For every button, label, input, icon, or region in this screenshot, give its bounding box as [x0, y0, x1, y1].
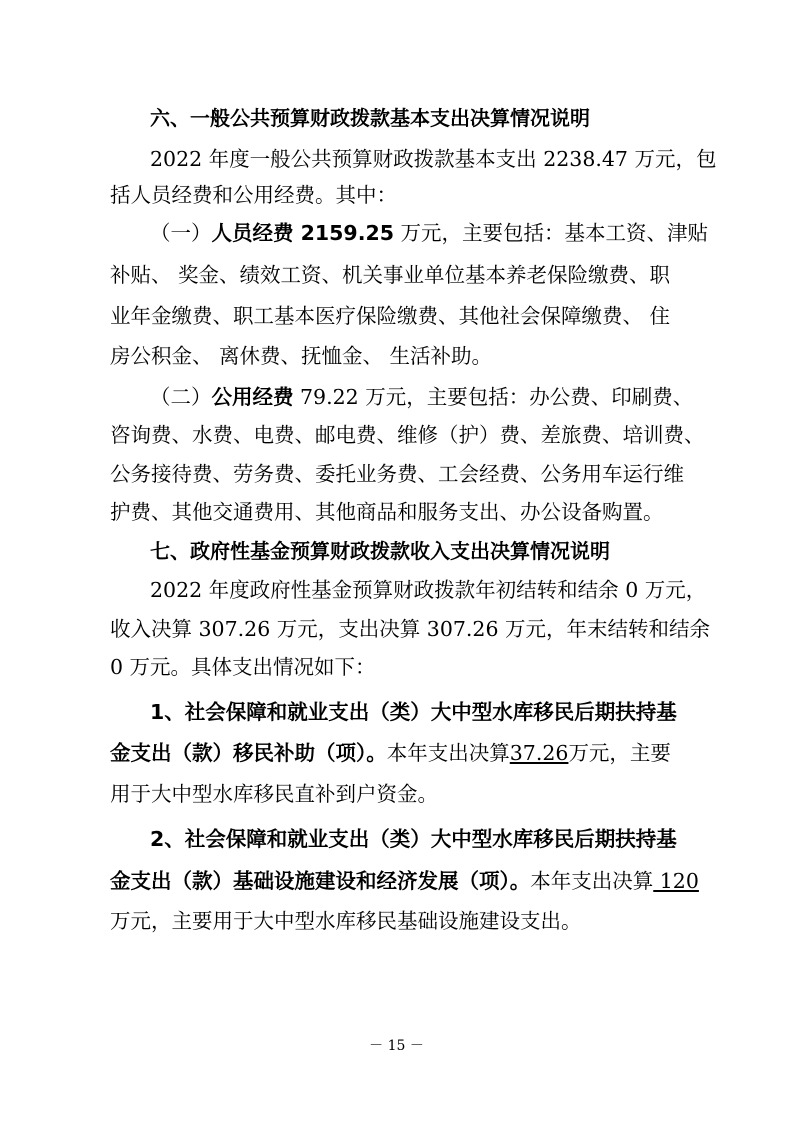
personnel-expense-line [150, 218, 708, 248]
paragraph-line: 收入决算 307.26 万元，支出决算 307.26 万元，年末结转和结余 [110, 617, 711, 641]
paragraph-line: 2022 年度一般公共预算财政拨款基本支出 2238.47 万元，包 [150, 147, 717, 171]
paragraph-line: 咨询费、水费、电费、邮电费、维修（护）费、差旅费、培训费、 [110, 423, 705, 447]
paragraph-line: 房公积金、 离休费、抚恤金、 生活补助。 [110, 344, 493, 368]
item-1-category: 金支出（款）移民补助（项）。 [110, 741, 387, 765]
section-7-heading: 七、政府性基金预算财政拨款收入支出决算情况说明 [150, 539, 610, 563]
paragraph-line: 护费、其他交通费用、其他商品和服务支出、办公设备购置。 [110, 500, 664, 524]
item-text: 本年支出决算 [386, 741, 510, 765]
item-2-heading: 2、社会保障和就业支出（类）大中型水库移民后期扶持基 [150, 827, 677, 851]
public-expense-line [150, 382, 693, 412]
item-text: 本年支出决算 [530, 869, 654, 893]
item-text: 79.22 万元，主要包括：办公费、印刷费、 [293, 385, 694, 409]
item-2-line [110, 866, 699, 896]
item-text: 万元，主要 [568, 741, 671, 765]
paragraph-line: 补贴、 奖金、绩效工资、机关事业单位基本养老保险缴费、职 [110, 263, 671, 287]
paragraph-line: 2022 年度政府性基金预算财政拨款年初结转和结余 0 万元， [150, 578, 707, 602]
paragraph-line: 括人员经费和公用经费。其中： [110, 183, 397, 207]
personnel-expense-amount: 人员经费 2159.25 [211, 221, 395, 245]
item-2-amount: 120 [653, 869, 699, 893]
public-expense-label: 公用经费 [211, 385, 294, 409]
item-text: 万元，主要包括：基本工资、津贴 [394, 221, 709, 245]
item-marker: （一） [150, 221, 212, 245]
page-number: － 15 － [369, 1038, 424, 1054]
item-1-line [110, 738, 671, 768]
item-2-category: 金支出（款）基础设施建设和经济发展（项）。 [110, 869, 531, 893]
item-1-amount: 37.26 [509, 741, 569, 765]
item-marker: （二） [150, 385, 212, 409]
item-1-heading: 1、社会保障和就业支出（类）大中型水库移民后期扶持基 [150, 700, 677, 724]
section-6-heading: 六、一般公共预算财政拨款基本支出决算情况说明 [150, 106, 590, 130]
paragraph-line: 0 万元。具体支出情况如下： [110, 655, 376, 679]
paragraph-line: 用于大中型水库移民直补到户资金。 [110, 782, 438, 806]
paragraph-line: 业年金缴费、职工基本医疗保险缴费、其他社会保障缴费、 住 [110, 304, 671, 328]
paragraph-line: 万元，主要用于大中型水库移民基础设施建设支出。 [110, 909, 582, 933]
paragraph-line: 公务接待费、劳务费、委托业务费、工会经费、公务用车运行维 [110, 462, 684, 486]
